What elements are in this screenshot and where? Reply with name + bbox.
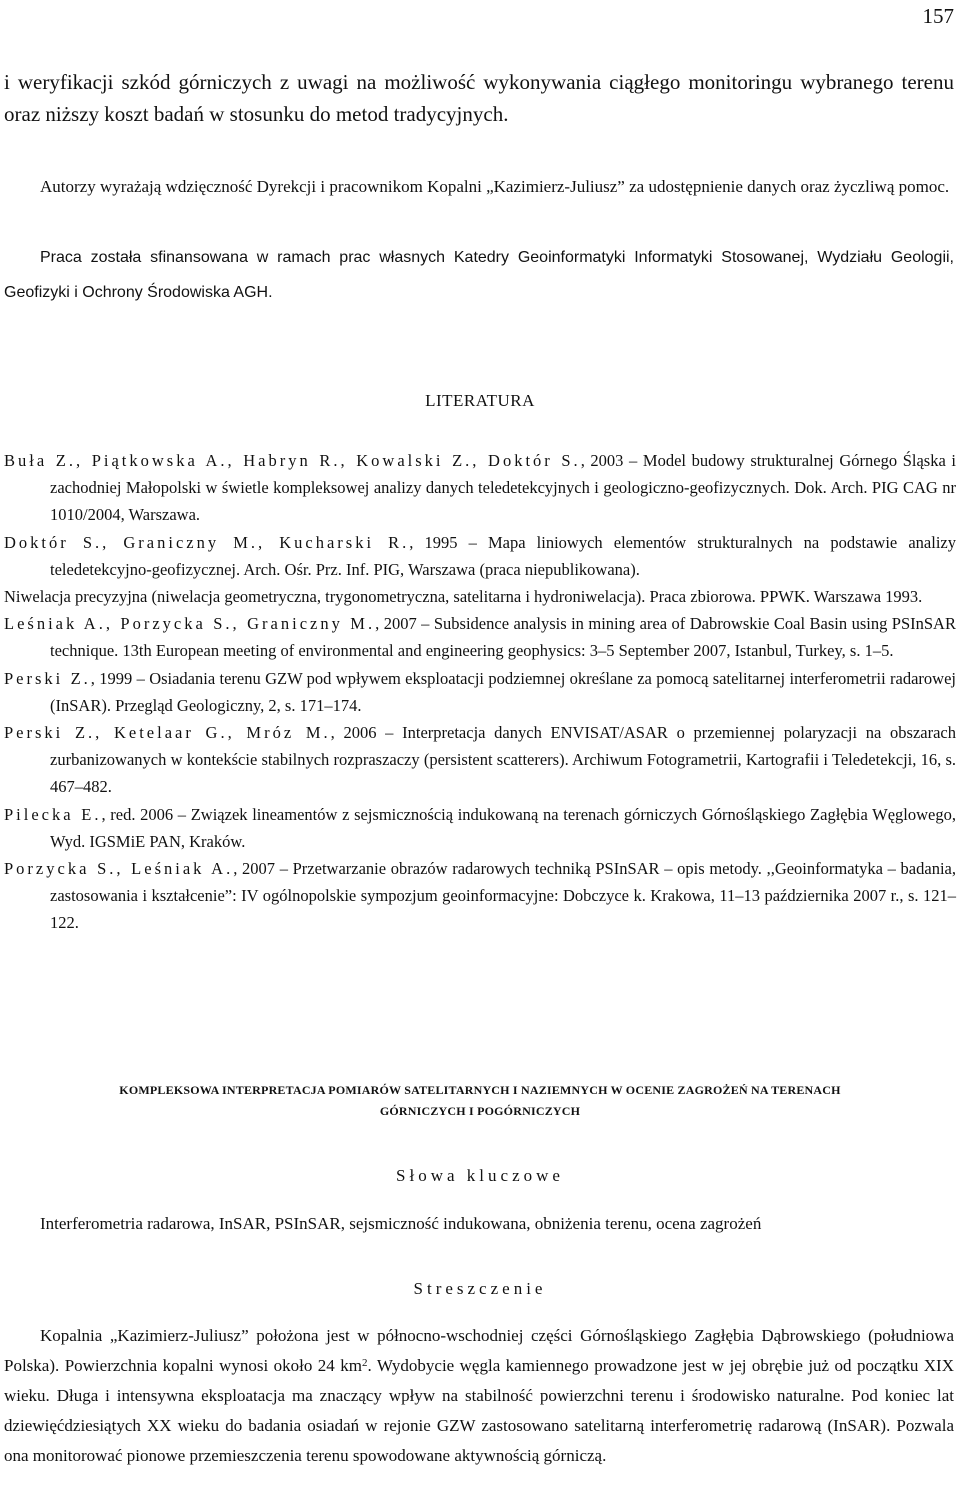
page-number: 157 [922,4,954,28]
intro-paragraph: i weryfikacji szkód górniczych z uwagi na możliwość wykonywania ciągłego monitoringu wybranego terenu oraz niższy koszt badań w stosunku do metod tradycyjnych. [4,70,954,126]
acknowledgment-paragraph-2: Praca została sfinansowana w ramach prac własnych Katedry Geoinformatyki Informatyki Stosowanej, Wydziału Geologii, Geofizyki i Ochrony Środowiska AGH. [4,249,954,301]
reference-text: , red. 2006 – Związek lineamentów z sejsmicznością indukowaną na terenach górniczych Górnośląskiego Zagłębia Węglowego, Wyd. IGSMiE PAN, Kraków. [50,804,956,851]
reference-authors: Perski Z., Ketelaar G., Mróz M. [4,723,331,743]
abstract-text [4,1321,954,1471]
reference-list [4,447,956,937]
reference-text: , 1999 – Osiadania terenu GZW pod wpływem eksploatacji podziemnej określane za pomocą satelitarnej interferometrii radarowej (InSAR). Przegląd Geologiczny, 2, s. 171–174. [50,668,956,715]
reference-text: , 1995 – Mapa liniowych elementów strukturalnych na podstawie analizy teledetekcyjno-geofizycznej. Arch. Ośr. Prz. Inf. PIG, Warszawa (praca niepublikowana). [50,532,956,579]
reference-text: , 2007 – Subsidence analysis in mining area of Dabrowskie Coal Basin using PSInSAR technique. 13th European meeting of environmental and engineering geophysics: 3–5 September 2007, Istanbul, Turkey, s. 1–5. [50,614,956,661]
keywords-heading: Słowa kluczowe [396,1166,564,1185]
polish-title [4,1080,956,1122]
abstract-heading: Streszczenie [413,1279,547,1298]
reference-item [4,665,956,719]
reference-item [4,610,956,664]
reference-authors: Pilecka E. [4,804,102,824]
reference-item [4,447,956,529]
polish-title-line-2: GÓRNICZYCH I POGÓRNICZYCH [379,1104,581,1118]
reference-item [4,583,956,610]
reference-authors: Perski Z. [4,668,91,688]
reference-item [4,801,956,855]
polish-title-line-1: KOMPLEKSOWA INTERPRETACJA POMIARÓW SATELITARNYCH I NAZIEMNYCH W OCENIE ZAGROŻEŃ NA TERENACH [119,1083,841,1097]
reference-item [4,529,956,583]
keywords-text: Interferometria radarowa, InSAR, PSInSAR, sejsmiczność indukowana, obniżenia terenu, ocena zagrożeń [40,1214,762,1233]
acknowledgment-paragraph-1: Autorzy wyrażają wdzięczność Dyrekcji i pracownikom Kopalni „Kazimierz-Juliusz” za udostępnienie danych oraz życzliwą pomoc. [40,177,950,196]
reference-authors: Leśniak A., Porzycka S., Graniczny M. [4,614,376,634]
reference-text: , 2003 – Model budowy strukturalnej Górnego Śląska i zachodniej Małopolski w świetle kompleksowej analizy danych teledetekcyjnych i geologiczno-geofizycznych. Dok. Arch. PIG CAG nr 1010/2004, Warszawa. [50,451,956,525]
reference-text: , 2007 – Przetwarzanie obrazów radarowych techniką PSInSAR – opis metody. ,,Geoinformatyka – badania, zastosowania i kształcenie”: IV ogólnopolskie sympozjum geoinformacyjne: Dobczyce k. Krakowa, 11–13 października 2007 r., s. 121–122. [50,859,956,933]
reference-authors: Buła Z., Piątkowska A., Habryn R., Kowalski Z., Doktór S. [4,451,581,470]
abstract-part-2: . Wydobycie węgla kamiennego prowadzone jest w jej obrębie już od początku XIX wieku. Długa i intensywna eksploatacja ma znaczący wpływ na stabilność powierzchni terenu i środowisko naturalne. Pod koniec lat dziewięćdziesiątych XX wieku do badania osiadań w rejonie GZW zastosowano satelitarną interferometrię radarową (InSAR). Pozwala ona monitorować pionowe przemieszczenia terenu spowodowane aktywnością górniczą. [4,1356,954,1465]
abstract-part-1: Kopalnia „Kazimierz-Juliusz” położona jest w północno-wschodniej części Górnośląskiego Zagłębia Dąbrowskiego (południowa Polska). Powierzchnia kopalni wynosi około 24 km [4,1326,954,1375]
reference-item [4,719,956,801]
abstract-superscript: 2 [361,1357,368,1369]
reference-authors: Porzycka S., Leśniak A. [4,859,234,879]
reference-text: , 2006 – Interpretacja danych ENVISAT/ASAR o przemiennej polaryzacji na obszarach zurbanizowanych w kontekście stabilnych rozpraszaczy (persistent scatterers). Archiwum Fotogrametrii, Kartografii i Teledetekcji, 16, s. 467–482. [50,723,956,797]
reference-text: Niwelacja precyzyjna (niwelacja geometryczna, trygonometryczna, satelitarna i hydroniwelacja). Praca zbiorowa. PPWK. Warszawa 1993. [4,587,923,607]
reference-item [4,855,956,937]
literature-heading: LITERATURA [425,391,535,410]
reference-authors: Doktór S., Graniczny M., Kucharski R. [4,532,410,552]
